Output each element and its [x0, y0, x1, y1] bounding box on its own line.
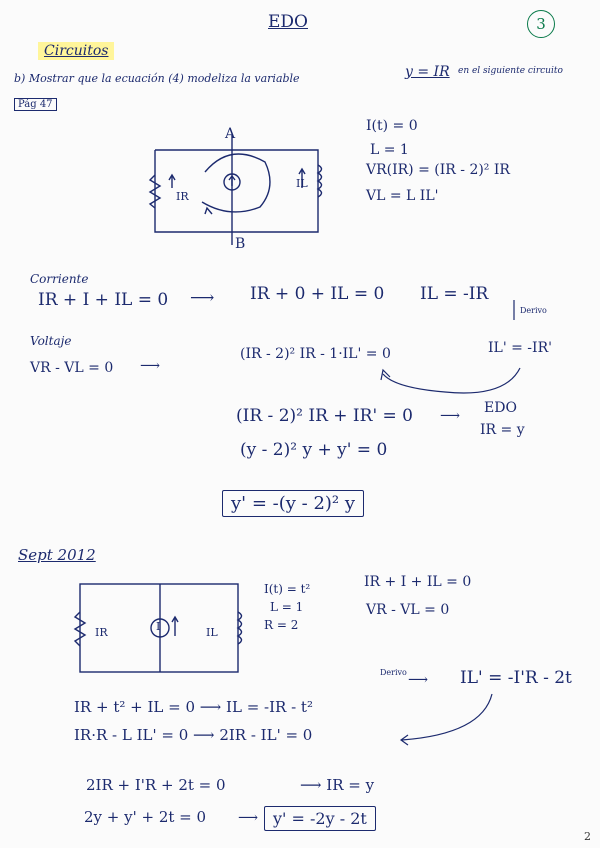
result-box-2: y' = -2y - 2t [264, 806, 376, 831]
page-title: EDO [268, 12, 308, 32]
derive-note-1: Derivo [520, 306, 547, 315]
derivative-equation-2: IL' = -I'R - 2t [460, 668, 572, 688]
given-resistor-voltage: VR(IR) = (IR - 2)² IR [366, 162, 510, 178]
voltage-equation-2: (IR - 2)² IR - 1·IL' = 0 [240, 346, 391, 362]
label-ir-circuit1: IR [176, 190, 189, 203]
section-heading-circuitos: Circuitos [38, 42, 114, 60]
page-number: 2 [584, 830, 591, 843]
substitution-note: IR = y [480, 422, 525, 438]
label-il-circuit1: IL [296, 177, 308, 190]
current-label: Corriente [30, 272, 89, 286]
page-circle-number: 3 [527, 10, 555, 38]
voltage-equation: VR - VL = 0 [30, 360, 114, 376]
current-equation: IR + I + IL = 0 [38, 290, 169, 310]
given-inductance: L = 1 [370, 142, 409, 158]
result-arrow-2: ⟶ [238, 810, 259, 826]
kirchhoff-voltage-2: VR - VL = 0 [366, 602, 450, 618]
derive-arrow-2: ⟶ [408, 672, 429, 688]
result-box-1: y' = -(y - 2)² y [222, 490, 364, 517]
edo-equation-1: (IR - 2)² IR + IR' = 0 [236, 406, 413, 426]
voltage-equation-3: IL' = -IR' [488, 340, 552, 356]
section2-equation-1: IR + t² + IL = 0 ⟶ IL = -IR - t² [74, 698, 313, 716]
derive-note-2: Derivo [380, 668, 407, 677]
kirchhoff-current-2: IR + I + IL = 0 [364, 574, 472, 590]
given2-resistance: R = 2 [264, 618, 299, 632]
section2-equation-2: IR·R - L IL' = 0 ⟶ 2IR - IL' = 0 [74, 726, 313, 744]
label-i-circuit2: I [156, 620, 161, 633]
given-inductor-voltage: VL = L IL' [366, 188, 439, 204]
section2-equation-3: 2IR + I'R + 2t = 0 [86, 776, 226, 794]
current-arrow: ⟶ [190, 288, 215, 308]
problem-statement-prefix: b) Mostrar que la ecuación (4) modeliza la variable [14, 72, 300, 85]
problem-statement-var: y = IR [405, 64, 450, 80]
section2-equation-4: 2y + y' + 2t = 0 [84, 808, 207, 826]
section-heading-sept-2012: Sept 2012 [18, 546, 96, 564]
node-a-label: A [225, 126, 236, 142]
voltage-arrow: ⟶ [140, 358, 161, 374]
label-il-circuit2: IL [206, 626, 218, 639]
edo-arrow: ⟶ [440, 408, 461, 424]
node-b-label: B [235, 236, 246, 252]
label-ir-circuit2: IR [95, 626, 108, 639]
section2-equation-3-note: ⟶ IR = y [300, 776, 375, 794]
current-equation-3: IL = -IR [420, 284, 489, 304]
problem-statement-suffix: en el siguiente circuito [458, 66, 563, 76]
given-current: I(t) = 0 [366, 118, 418, 134]
current-equation-2: IR + 0 + IL = 0 [250, 284, 385, 304]
given2-current: I(t) = t² [264, 582, 311, 596]
edo-note: EDO [484, 400, 517, 416]
voltage-label: Voltaje [30, 334, 72, 348]
page-reference-tag: Pág 47 [14, 98, 57, 111]
given2-inductance: L = 1 [270, 600, 304, 614]
edo-equation-2: (y - 2)² y + y' = 0 [240, 440, 388, 460]
